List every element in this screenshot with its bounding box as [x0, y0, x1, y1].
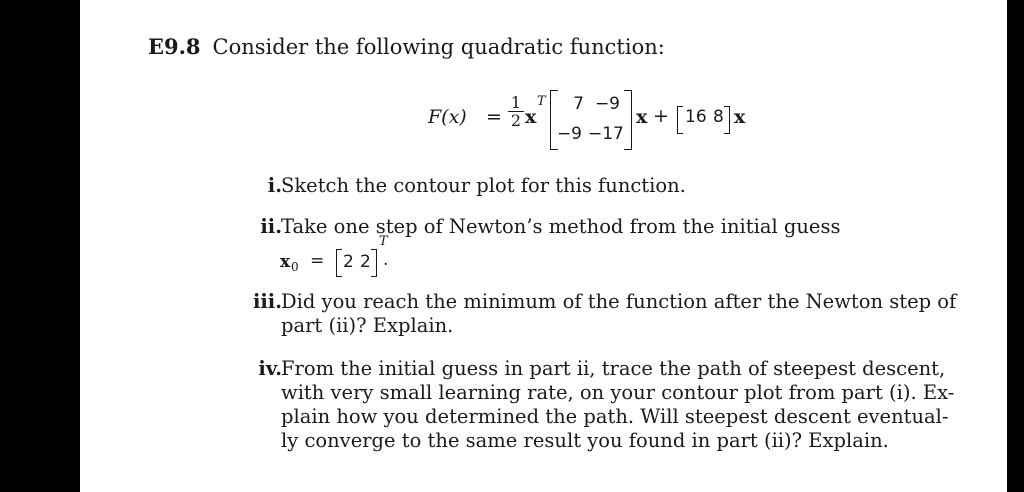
one-half-fraction: [508, 94, 524, 129]
exercise-heading: [148, 34, 665, 59]
left-black-border: [0, 0, 80, 492]
equation-equals: =: [486, 106, 502, 128]
item-label: iii.: [252, 290, 282, 313]
item-text: Take one step of Newton’s method from the initial guess: [281, 215, 841, 238]
x0-v2: 2: [360, 252, 371, 272]
item-label: iv.: [258, 357, 282, 380]
x-vector: x: [636, 106, 648, 128]
x0-symbol: x: [280, 252, 291, 272]
x0-subscript: 0: [291, 260, 299, 274]
row-vector-right-bracket: [724, 106, 730, 134]
exercise-number: E9.8: [148, 34, 201, 59]
item-text: [281, 357, 971, 453]
item-line: ly converge to the same result you found in part (ii)? Explain.: [281, 429, 889, 452]
quadratic-equation: [428, 88, 848, 154]
item-text: [281, 290, 971, 338]
x0-v1: 2: [343, 252, 354, 272]
item-text: Sketch the contour plot for this function.: [281, 174, 686, 197]
x0-transpose: T: [379, 234, 388, 249]
matrix-a21: −9: [556, 124, 582, 144]
x0-right-bracket: [371, 249, 377, 277]
exercise-intro: Consider the following quadratic function:: [212, 35, 665, 59]
matrix-a11: 7: [573, 94, 584, 114]
x0-left-bracket: [336, 249, 342, 277]
equation-lhs: F(x): [428, 106, 467, 128]
matrix-a12: −9: [594, 94, 620, 114]
item-line: From the initial guess in part ii, trace the path of steepest descent,: [281, 357, 946, 380]
transpose-mark: T: [537, 94, 546, 109]
equation-plus: +: [653, 105, 669, 127]
x-transposed: x: [525, 106, 537, 128]
initial-guess-equation: [280, 234, 480, 282]
row-vector-v1: 16: [685, 107, 707, 127]
row-vector-v2: 8: [713, 107, 724, 127]
matrix-a22: −17: [588, 124, 624, 144]
item-label: i.: [267, 174, 282, 197]
matrix-right-bracket: [624, 90, 632, 150]
item-line: plain how you determined the path. Will steepest descent eventual-: [281, 405, 949, 428]
right-black-border: [1007, 0, 1024, 492]
fraction-numerator: 1: [508, 94, 524, 112]
item-line: with very small learning rate, on your contour plot from part (i). Ex-: [281, 381, 955, 404]
fraction-denominator: 2: [510, 111, 522, 130]
item-label: ii.: [260, 215, 282, 238]
item-line: part (ii)? Explain.: [281, 314, 454, 337]
x0-period: .: [383, 250, 389, 270]
document-page: [80, 0, 1007, 492]
x-vector-linear: x: [734, 106, 746, 128]
item-line: Did you reach the minimum of the function after the Newton step of: [281, 290, 957, 313]
x0-equals: =: [310, 251, 325, 271]
row-vector-left-bracket: [677, 106, 683, 134]
